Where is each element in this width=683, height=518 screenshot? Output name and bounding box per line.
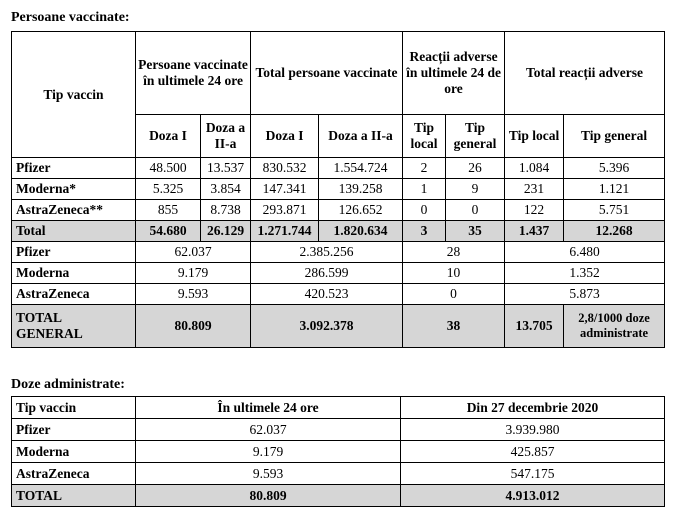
section-title-doze-administrate: Doze administrate: (11, 377, 125, 392)
cell-value: 3.854 (201, 179, 251, 200)
administered-doses-table (11, 396, 665, 507)
table-row (12, 200, 665, 221)
cell-value: 80.809 (136, 485, 401, 507)
row-name: Moderna* (12, 179, 136, 200)
cell-value: 5.325 (136, 179, 201, 200)
cell-value: 0 (403, 200, 446, 221)
cell-value: 35 (446, 221, 505, 242)
vaccinated-persons-table (11, 31, 665, 348)
cell-value: 62.037 (136, 242, 251, 263)
header-doza2-total: Doza a II-a (319, 115, 403, 158)
adverse-rate: 2,8/1000 doze administrate (564, 305, 665, 348)
cell-value: 26 (446, 158, 505, 179)
header-total-persoane: Total persoane vaccinate (251, 32, 403, 115)
cell-value: 28 (403, 242, 505, 263)
cell-value: 5.751 (564, 200, 665, 221)
total-label: TOTAL (12, 485, 136, 507)
cell-value: 420.523 (251, 284, 403, 305)
cell-value: 10 (403, 263, 505, 284)
cell-value: 4.913.012 (401, 485, 665, 507)
summary-row (12, 284, 665, 305)
header-tip-vaccin: Tip vaccin (12, 32, 136, 158)
cell-value: 26.129 (201, 221, 251, 242)
grand-total-row (12, 305, 665, 348)
cell-value: 126.652 (319, 200, 403, 221)
header-reactii-24h: Reacții adverse în ultimele 24 de ore (403, 32, 505, 115)
cell-value: 3.092.378 (251, 305, 403, 348)
row-name: Pfizer (12, 242, 136, 263)
cell-value: 293.871 (251, 200, 319, 221)
cell-value: 122 (505, 200, 564, 221)
cell-value: 547.175 (401, 463, 665, 485)
header-doza1-total: Doza I (251, 115, 319, 158)
cell-value: 38 (403, 305, 505, 348)
cell-value: 13.705 (505, 305, 564, 348)
table-row (12, 441, 665, 463)
row-name: Pfizer (12, 158, 136, 179)
cell-value: 425.857 (401, 441, 665, 463)
cell-value: 9.593 (136, 463, 401, 485)
cell-value: 1.820.634 (319, 221, 403, 242)
cell-value: 0 (403, 284, 505, 305)
header-tip-local-total: Tip local (505, 115, 564, 158)
cell-value: 830.532 (251, 158, 319, 179)
cell-value: 48.500 (136, 158, 201, 179)
header-tip-local-24h: Tip local (403, 115, 446, 158)
table-row (12, 463, 665, 485)
header-ultimele-24h: În ultimele 24 ore (136, 397, 401, 419)
cell-value: 1.352 (505, 263, 665, 284)
cell-value: 3.939.980 (401, 419, 665, 441)
cell-value: 9.179 (136, 441, 401, 463)
grand-total-label-line2: GENERAL (16, 326, 83, 341)
cell-value: 9 (446, 179, 505, 200)
cell-value: 12.268 (564, 221, 665, 242)
total-row (12, 221, 665, 242)
cell-value: 3 (403, 221, 446, 242)
cell-value: 286.599 (251, 263, 403, 284)
header-tip-vaccin: Tip vaccin (12, 397, 136, 419)
table-row (12, 419, 665, 441)
cell-value: 80.809 (136, 305, 251, 348)
cell-value: 62.037 (136, 419, 401, 441)
total-label: Total (12, 221, 136, 242)
cell-value: 8.738 (201, 200, 251, 221)
grand-total-label-line1: TOTAL (16, 310, 63, 325)
cell-value: 231 (505, 179, 564, 200)
cell-value: 855 (136, 200, 201, 221)
cell-value: 1.121 (564, 179, 665, 200)
table-row (12, 179, 665, 200)
table-row (12, 158, 665, 179)
summary-row (12, 263, 665, 284)
header-persoane-24h: Persoane vaccinate în ultimele 24 ore (136, 32, 251, 115)
cell-value: 1.271.744 (251, 221, 319, 242)
cell-value: 9.593 (136, 284, 251, 305)
row-name: AstraZeneca (12, 284, 136, 305)
total-row (12, 485, 665, 507)
cell-value: 1 (403, 179, 446, 200)
cell-value: 13.537 (201, 158, 251, 179)
row-name: AstraZeneca (12, 463, 136, 485)
cell-value: 139.258 (319, 179, 403, 200)
cell-value: 6.480 (505, 242, 665, 263)
cell-value: 5.396 (564, 158, 665, 179)
header-tip-general-total: Tip general (564, 115, 665, 158)
row-name: Pfizer (12, 419, 136, 441)
cell-value: 54.680 (136, 221, 201, 242)
cell-value: 5.873 (505, 284, 665, 305)
cell-value: 1.554.724 (319, 158, 403, 179)
section-title-persoane-vaccinate: Persoane vaccinate: (11, 10, 130, 25)
header-tip-general-24h: Tip general (446, 115, 505, 158)
header-doza2-24h: Doza a II-a (201, 115, 251, 158)
grand-total-label (12, 305, 136, 348)
cell-value: 2.385.256 (251, 242, 403, 263)
cell-value: 147.341 (251, 179, 319, 200)
header-din-27-dec: Din 27 decembrie 2020 (401, 397, 665, 419)
cell-value: 1.084 (505, 158, 564, 179)
cell-value: 1.437 (505, 221, 564, 242)
row-name: Moderna (12, 263, 136, 284)
row-name: AstraZeneca** (12, 200, 136, 221)
cell-value: 9.179 (136, 263, 251, 284)
cell-value: 0 (446, 200, 505, 221)
cell-value: 2 (403, 158, 446, 179)
header-doza1-24h: Doza I (136, 115, 201, 158)
summary-row (12, 242, 665, 263)
row-name: Moderna (12, 441, 136, 463)
header-total-reactii: Total reacții adverse (505, 32, 665, 115)
